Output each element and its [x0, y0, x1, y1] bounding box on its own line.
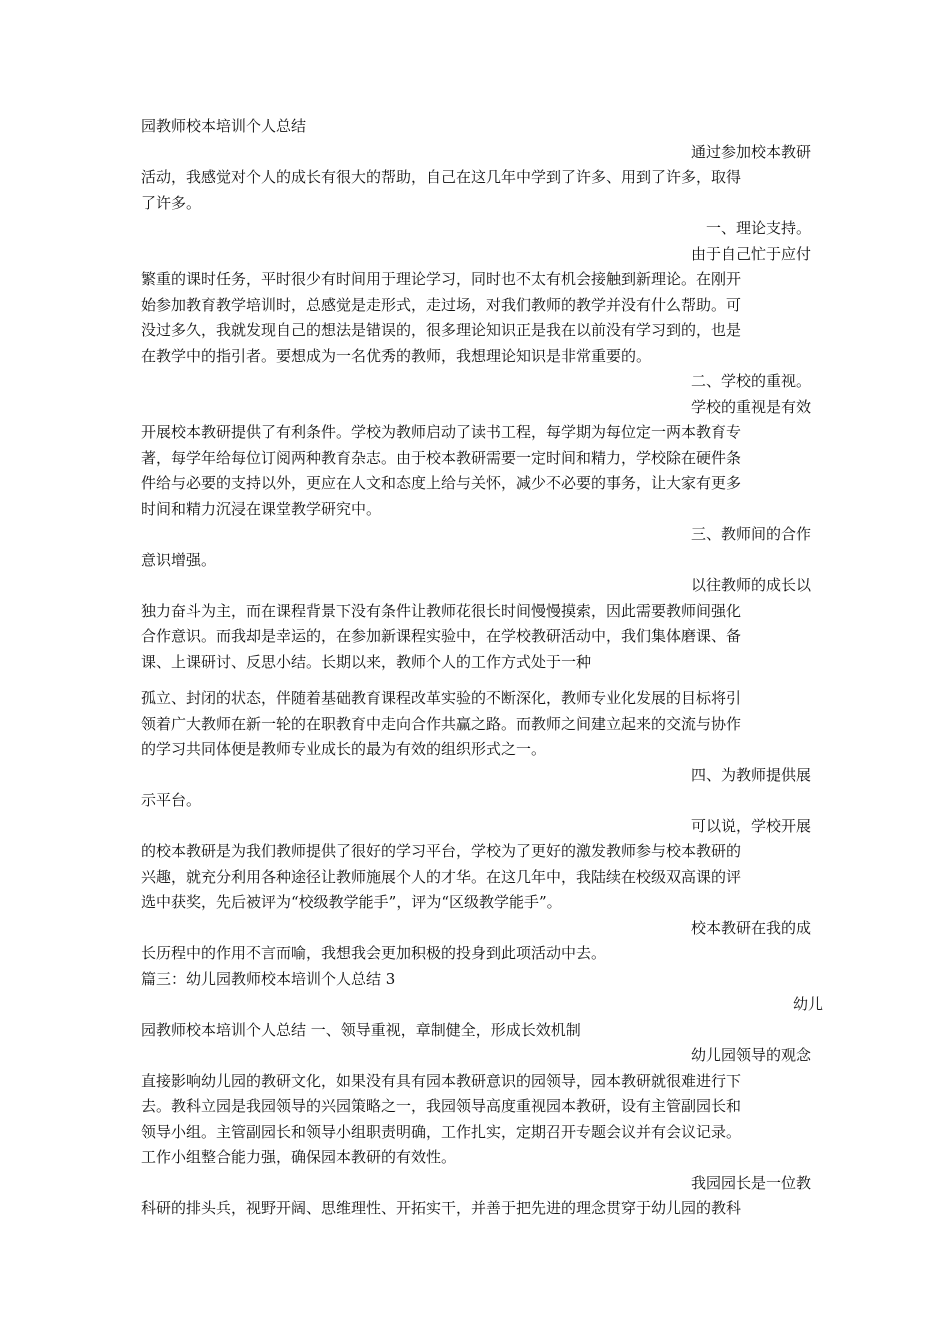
text-line: 繁重的课时任务，平时很少有时间用于理论学习，同时也不太有机会接触到新理论。在刚开	[141, 270, 742, 288]
text-line: 合作意识。而我却是幸运的，在参加新课程实验中，在学校教研活动中，我们集体磨课、备	[141, 627, 742, 645]
text-line: 孤立、封闭的状态，伴随着基础教育课程改革实验的不断深化，教师专业化发展的目标将引	[141, 689, 742, 707]
text-line: 了许多。	[141, 193, 202, 212]
section-heading: 园教师校本培训个人总结 一、领导重视，章制健全，形成长效机制	[141, 1020, 581, 1039]
text-line: 意识增强。	[141, 550, 217, 569]
text-line: 我园园长是一位教	[690, 1173, 811, 1192]
text-line: 活动，我感觉对个人的成长有很大的帮助，自己在这几年中学到了许多、用到了许多，取得	[141, 168, 742, 186]
section-heading: 二、学校的重视。	[690, 372, 811, 390]
text-block-3-lead	[141, 992, 823, 1018]
text-line: 去。教科立园是我园领导的兴园策略之一，我园领导高度重视园本教研，设有主管副园长和	[141, 1097, 742, 1115]
text-line: 始参加教育教学培训时，总感觉是走形式，走过场，对我们教师的教学并没有什么帮助。可	[141, 295, 742, 314]
section-heading: 三、教师间的合作	[690, 525, 811, 543]
text-line: 独力奋斗为主，而在课程背景下没有条件让教师花很长时间慢慢摸索，因此需要教师间强化	[141, 601, 742, 620]
text-line: 工作小组整合能力强，确保园本教研的有效性。	[141, 1148, 457, 1166]
text-line: 时间和精力沉浸在课堂教学研究中。	[141, 499, 382, 518]
text-line: 长历程中的作用不言而喻，我想我会更加积极的投身到此项活动中去。	[141, 944, 607, 962]
text-block-1	[141, 114, 811, 675]
article-heading: 篇三：幼儿园教师校本培训个人总结 3	[141, 969, 396, 988]
text-line: 件给与必要的支持以外，更应在人文和态度上给与关怀，减少不必要的事务，让大家有更多	[141, 474, 742, 492]
text-line: 兴趣，就充分利用各种途径让教师施展个人的才华。在这几年中，我陆续在校级双高课的评	[141, 867, 742, 886]
section-heading: 四、为教师提供展	[690, 765, 811, 784]
text-line: 在教学中的指引者。要想成为一名优秀的教师，我想理论知识是非常重要的。	[141, 346, 652, 365]
text-line: 可以说，学校开展	[690, 816, 811, 835]
text-line: 学校的重视是有效	[690, 397, 811, 416]
text-line: 校本教研在我的成	[690, 918, 811, 937]
text-line: 以往教师的成长以	[690, 576, 811, 594]
text-line: 的学习共同体便是教师专业成长的最为有效的组织形式之一。	[141, 740, 547, 758]
text-line: 没过多久，我就发现自己的想法是错误的，很多理论知识正是我在以前没有学习到的，也是	[141, 321, 742, 339]
text-line: 园教师校本培训个人总结	[141, 117, 307, 135]
text-line: 选中获奖，先后被评为“校级教学能手”，评为“区级教学能手”。	[141, 893, 562, 911]
text-line: 领着广大教师在新一轮的在职教育中走向合作共赢之路。而教师之间建立起来的交流与协作	[141, 714, 742, 733]
section-heading: 一、理论支持。	[705, 219, 811, 237]
text-line: 著，每学年给每位订阅两种教育杂志。由于校本教研需要一定时间和精力，学校除在硬件条	[141, 448, 742, 467]
text-block-3	[141, 1018, 811, 1222]
text-line: 科研的排头兵，视野开阔、思维理性、开拓实干，并善于把先进的理念贯穿于幼儿园的教科	[141, 1199, 742, 1217]
text-line: 由于自己忙于应付	[690, 244, 811, 263]
text-line: 领导小组。主管副园长和领导小组职责明确，工作扎实，定期召开专题会议并有会议记录。	[141, 1122, 742, 1141]
text-line: 课、上课研讨、反思小结。长期以来，教师个人的工作方式处于一种	[141, 652, 592, 671]
text-line: 幼儿	[792, 995, 823, 1013]
text-line: 示平台。	[141, 791, 202, 809]
text-line: 通过参加校本教研	[690, 142, 811, 161]
text-line: 的校本教研是为我们教师提供了很好的学习平台，学校为了更好的激发教师参与校本教研的	[141, 842, 742, 860]
text-block-2	[141, 686, 811, 992]
text-line: 开展校本教研提供了有利条件。学校为教师启动了读书工程，每学期为每位定一两本教育专	[141, 423, 742, 441]
text-line: 直接影响幼儿园的教研文化，如果没有具有园本教研意识的园领导，园本教研就很难进行下	[141, 1071, 742, 1090]
text-line: 幼儿园领导的观念	[690, 1046, 811, 1064]
